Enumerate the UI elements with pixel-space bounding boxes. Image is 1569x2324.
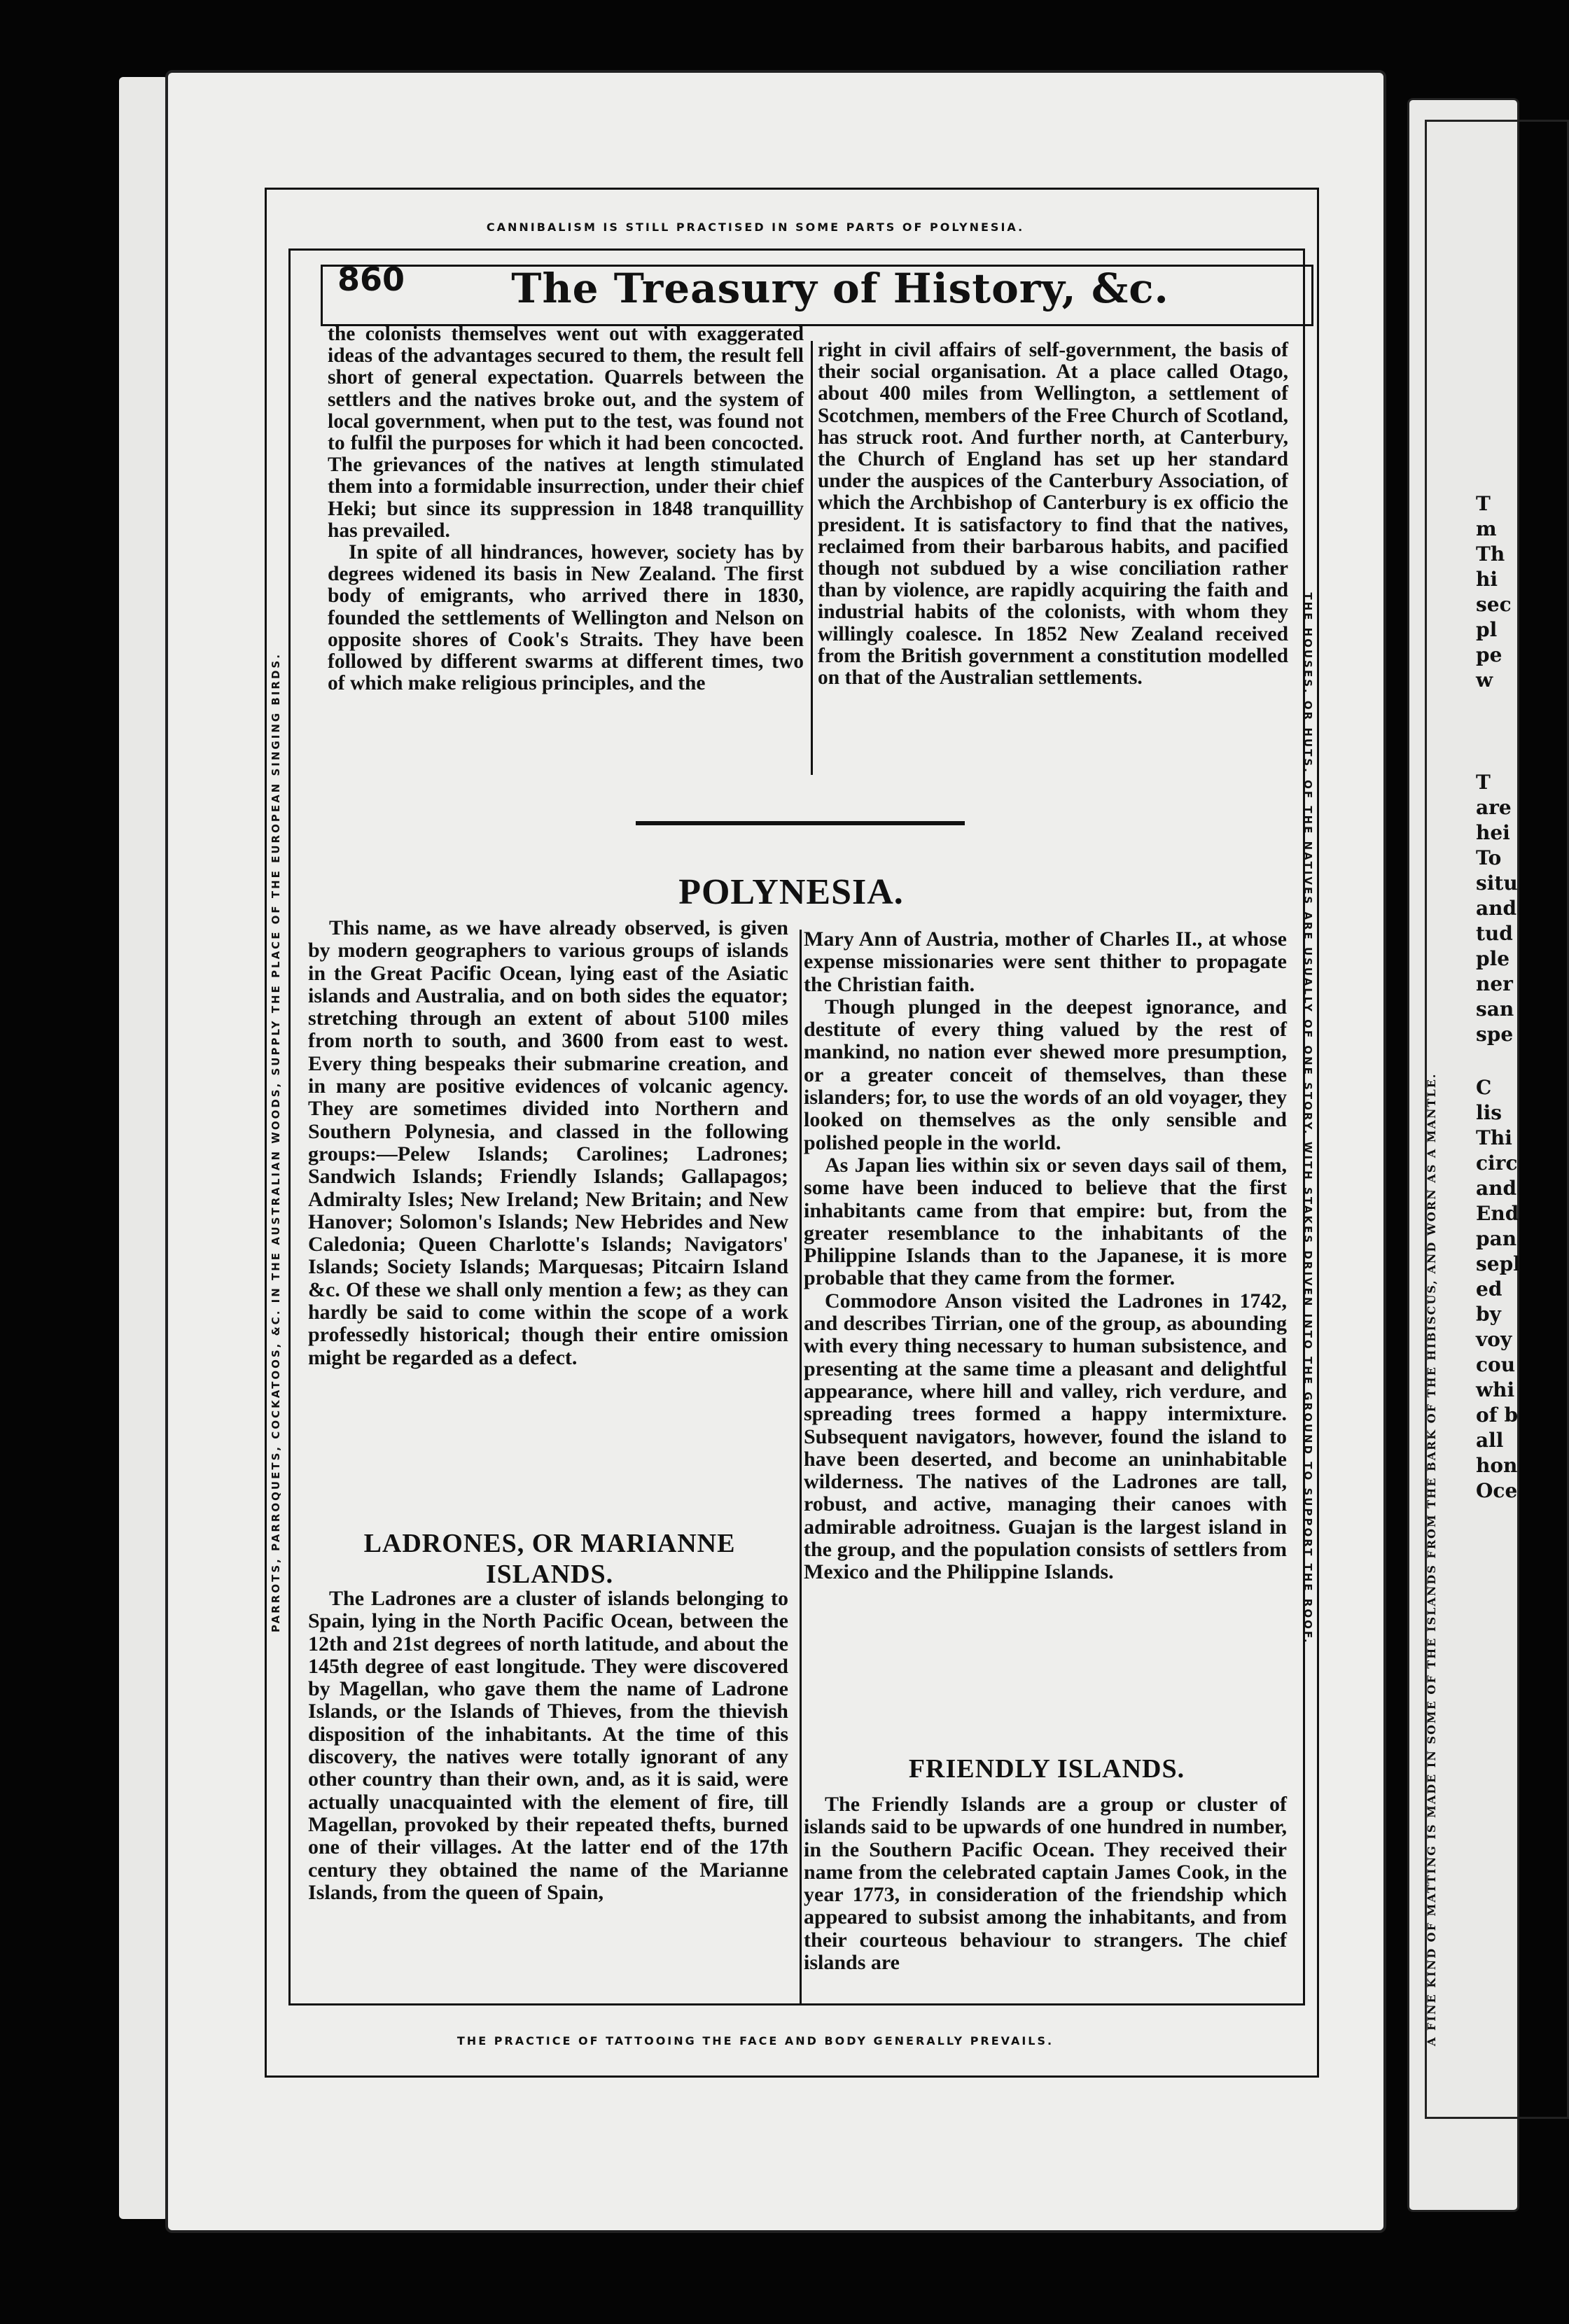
running-title: The Treasury of History, &c. [511, 265, 1169, 312]
left-margin-caption: PARROTS, PARROQUETS, COCKATOOS, &C. IN THE AUSTRALIAN WOODS, SUPPLY THE PLACE OF THE EUROPEAN SINGING BIRDS. [270, 652, 282, 1632]
paragraph: Commodore Anson visited the Ladrones in 1742, and describes Tirrian, one of the group, as abounding with every thing necessary to human subsistence, and presenting at the same time a pleasant and delightful appearance, where hill and valley, rich verdure, and spreading trees formed a happy intermixture. Subsequent navigators, however, found the island to have been deserted, and become an uninhabitable wilderness. The natives of the Ladrones are tall, robust, and active, managing their canoes with admirable adroitness. Guajan is the largest island in the group, and the population consists of settlers from Mexico and the Philippine Islands. [804, 1289, 1287, 1584]
paragraph: The Friendly Islands are a group or cluster of islands said to be upwards of one hundred in number, in the Southern Pacific Ocean. They received their name from the celebrated captain James Cook, in the year 1773, in consideration of the friendship which appeared to subsist among the inhabitants, and from their courteous behaviour to strangers. The chief islands are [804, 1793, 1287, 1975]
adjacent-text-fragment: hon [1476, 1454, 1518, 1477]
paragraph: right in civil affairs of self-government, the basis of their social organisation. At a place called Otago, about 400 miles from Wellington, a settlement of Scotchmen, members of the Free Church of Scotland, has struck root. And further north, at Canterbury, the Church of England has set up her standard under the auspices of the Canterbury Association, of which the Archbishop of Canterbury is ex officio the president. It is satisfactory to find that the natives, reclaimed from their barbarous habits, and pacified though not subdued by a wise conciliation rather than by violence, are rapidly acquiring the faith and industrial habits of the colonists, with whom they willingly coalesce. In 1852 New Zealand received from the British government a constitution modelled on that of the Australian settlements. [818, 339, 1288, 690]
top-margin-caption: CANNIBALISM IS STILL PRACTISED IN SOME PARTS OF POLYNESIA. [486, 220, 1025, 234]
adjacent-text-fragment: voy [1476, 1328, 1512, 1351]
adjacent-page [1407, 98, 1519, 2212]
adjacent-text-fragment: Th [1476, 542, 1505, 566]
paragraph: As Japan lies within six or seven days sail of them, some have been induced to believe that the first inhabitants came from that empire: but, from the greater resemblance to the inhabitants of the Philippine Islands than to the Japanese, it is more probable that they came from the former. [804, 1153, 1287, 1290]
adjacent-text-fragment: w [1476, 668, 1493, 692]
ladrones-column [308, 1588, 788, 1904]
paragraph: Mary Ann of Austria, mother of Charles II., at whose expense missionaries were sent thither to propagate the Christian faith. [804, 927, 1287, 996]
friendly-islands-heading: FRIENDLY ISLANDS. [908, 1754, 1185, 1784]
adjacent-text-fragment: pan [1476, 1227, 1517, 1250]
adjacent-text-fragment: cou [1476, 1353, 1516, 1376]
adjacent-text-fragment: m [1476, 517, 1497, 540]
ladrones-heading: LADRONES, OR MARIANNE ISLANDS. [363, 1529, 736, 1589]
adjacent-text-fragment: by [1476, 1303, 1501, 1326]
right-margin-caption: THE HOUSES, OR HUTS, OF THE NATIVES ARE USUALLY OF ONE STORY, WITH STAKES DRIVEN INTO THE GROUND TO SUPPORT THE ROOF. [1302, 592, 1314, 1645]
adjacent-text-fragment: C [1476, 1076, 1492, 1099]
adjacent-text-fragment: Oce [1476, 1479, 1518, 1502]
adjacent-text-fragment: hei [1476, 821, 1510, 844]
page-number: 860 [337, 260, 405, 298]
adjacent-text-fragment: T [1476, 771, 1491, 794]
adjacent-text-fragment: ed [1476, 1278, 1502, 1301]
adjacent-text-fragment: pe [1476, 643, 1502, 666]
adjacent-text-fragment: tud [1476, 922, 1513, 945]
adjacent-text-fragment: of b [1476, 1404, 1519, 1427]
adjacent-text-fragment: circ [1476, 1152, 1518, 1175]
adjacent-page-caption: A FINE KIND OF MATTING IS MADE IN SOME OF THE ISLANDS FROM THE BARK OF THE HIBISCUS, AND WORN AS A MANTLE. [1425, 1072, 1438, 2046]
friendly-islands-column [804, 1793, 1287, 1974]
section-divider-rule [636, 821, 965, 825]
top-left-column [328, 323, 804, 694]
paragraph: the colonists themselves went out with exaggerated ideas of the advantages secured to them, the result fell short of general expectation. Quarrels between the settlers and the natives broke out, and the system of local government, when put to the test, was found not to fulfil the purposes for which it had been concocted. The grievances of the natives at length stimulated them into a formidable insurrection, under their chief Heki; but since its suppression in 1848 tranquillity has prevailed. [328, 323, 804, 542]
adjacent-text-fragment: san [1476, 997, 1514, 1021]
adjacent-text-fragment: ple [1476, 947, 1510, 970]
bottom-margin-caption: THE PRACTICE OF TATTOOING THE FACE AND BODY GENERALLY PREVAILS. [456, 2034, 1054, 2047]
adjacent-text-fragment: pl [1476, 618, 1498, 641]
adjacent-text-fragment: lis [1476, 1101, 1502, 1124]
paragraph: In spite of all hindrances, however, society has by degrees widened its basis in New Zealand. The first body of emigrants, who arrived there in 1830, founded the settlements of Wellington and Nelson on opposite shores of Cook's Straits. They have been followed by different swarms at different times, two of which make religious principles, and the [328, 541, 804, 695]
adjacent-text-fragment: situ [1476, 872, 1518, 895]
adjacent-text-fragment: and [1476, 897, 1517, 920]
adjacent-text-fragment: Thi [1476, 1126, 1512, 1149]
polynesia-left-column [308, 917, 788, 1369]
paragraph: Though plunged in the deepest ignorance, and destitute of every thing valued by the rest of mankind, no nation ever shewed more presumption, or a greater conceit of themselves, than these islanders; for, to use the words of an old voyager, they looked on themselves as the only sensible and polished people in the world. [804, 995, 1287, 1154]
adjacent-text-fragment: T [1476, 492, 1491, 515]
adjacent-text-fragment: hi [1476, 568, 1498, 591]
column-separator-top [811, 341, 813, 775]
adjacent-text-fragment: End [1476, 1202, 1519, 1225]
polynesia-right-column [804, 928, 1287, 1584]
adjacent-text-fragment: whi [1476, 1378, 1515, 1401]
adjacent-text-fragment: ner [1476, 972, 1513, 995]
paragraph: This name, as we have already observed, is given by modern geographers to various groups of islands in the Great Pacific Ocean, lying east of the Asiatic islands and Australia, and on both sides the equator; stretching through an extent of about 5100 miles from north to south, and 3600 from east to west. Every thing bespeaks their submarine creation, and in many are positive evidences of volcanic agency. They are sometimes divided into Northern and Southern Polynesia, and classed in the following groups:—Pelew Islands; Carolines; Ladrones; Sandwich Islands; Friendly Islands; Gallapagos; Admiralty Isles; New Ireland; New Britain; and New Hanover; Solomon's Islands; New Hebrides and New Caledonia; Queen Charlotte's Islands; Navigators' Islands; Society Islands; Marquesas; Pitcairn Island &c. Of these we shall only mention a few; as they can hardly be said to come within the scope of a work professedly historical; though their entire omission might be regarded as a defect. [308, 916, 788, 1369]
adjacent-text-fragment: spe [1476, 1023, 1514, 1046]
column-separator-main [800, 930, 802, 2004]
top-right-column [818, 340, 1288, 689]
page-edge-strip [119, 77, 168, 2219]
paragraph: The Ladrones are a cluster of islands belonging to Spain, lying in the North Pacific Ocean, between the 12th and 21st degrees of north latitude, and about the 145th degree of east longitude. They were discovered by Magellan, who gave them the name of Ladrone Islands, or the Islands of Thieves, from the thievish disposition of the inhabitants. At the time of this discovery, the natives were totally ignorant of any other country than their own, and, as it is said, were actually unacquainted with the element of fire, till Magellan, provoked by their repeated thefts, burned one of their villages. At the latter end of the 17th century they obtained the name of the Marianne Islands, from the queen of Spain, [308, 1587, 788, 1904]
adjacent-text-fragment: To [1476, 846, 1502, 869]
adjacent-text-fragment: sec [1476, 593, 1512, 616]
adjacent-text-fragment: all [1476, 1429, 1504, 1452]
adjacent-text-fragment: sepl [1476, 1252, 1521, 1275]
adjacent-text-fragment: are [1476, 796, 1512, 819]
section-title: POLYNESIA. [678, 872, 904, 912]
adjacent-text-fragment: and [1476, 1177, 1517, 1200]
